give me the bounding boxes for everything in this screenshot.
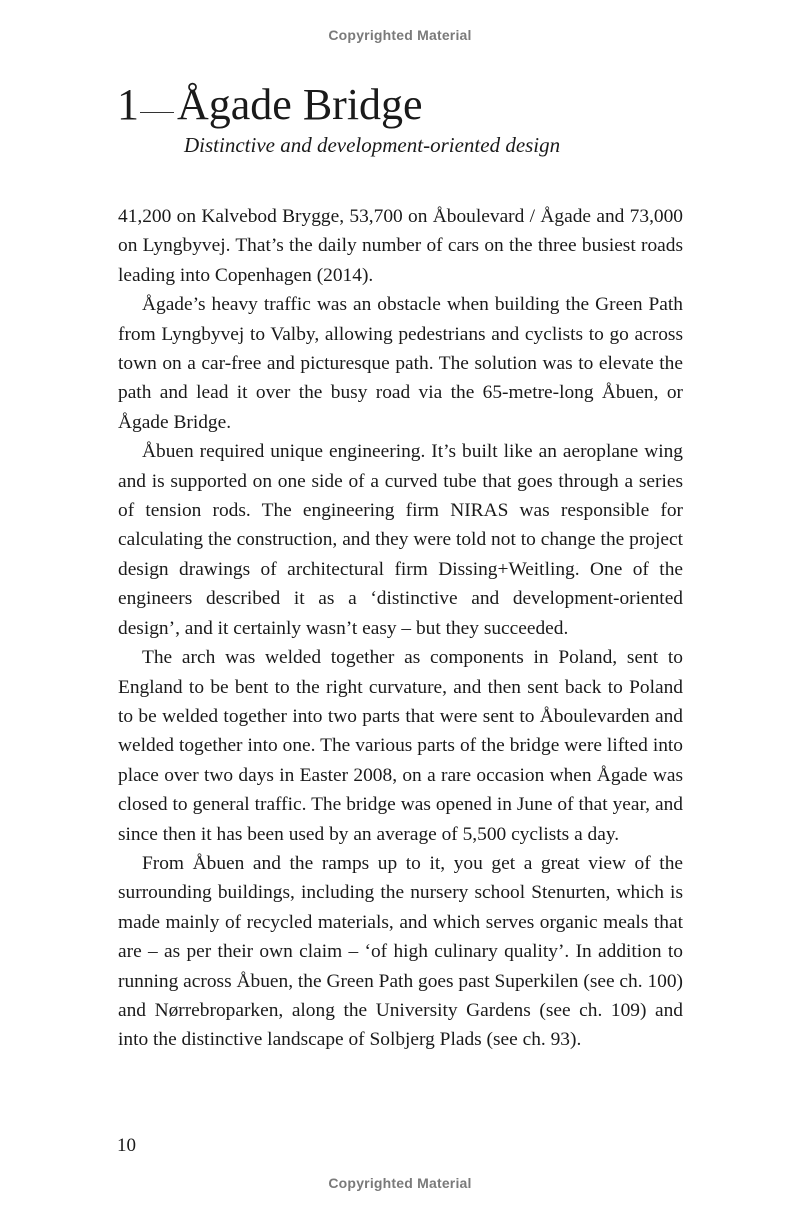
paragraph: 41,200 on Kalvebod Brygge, 53,700 on Åboulevard / Ågade and 73,000 on Lyngbyvej. That’s the daily number of cars on the three busiest roads leading into Copenhagen (2014). xyxy=(118,206,683,286)
chapter-number: 1 xyxy=(117,80,139,129)
paragraph: From Åbuen and the ramps up to it, you get a great view of the surrounding buildings, including the nursery school Stenurten, which is made mainly of recycled materials, and which serves organic meals that are – as per their own claim – ‘of high culinary quality’. In addition to running across Åbuen, the Green Path goes past Superkilen (see ch. 100) and Nørrebroparken, along the University Gardens (see ch. 109) and into the distinctive landscape of Solbjerg Plads (see ch. 93). xyxy=(118,852,683,1051)
chapter-heading xyxy=(117,80,423,130)
body-text xyxy=(118,202,683,1055)
paragraph: The arch was welded together as components in Poland, sent to England to be bent to the right curvature, and then sent back to Poland to be welded together into two parts that were sent to Åboulevarden and welded together into one. The various parts of the bridge were lifted into place over two days in Easter 2008, on a rare occasion when Ågade was closed to general traffic. The bridge was opened in June of that year, and since then it has been used by an average of 5,500 cyclists a day. xyxy=(118,647,683,845)
paragraph: Ågade’s heavy traffic was an obstacle when building the Green Path from Lyngbyvej to Valby, allowing pedestrians and cyclists to go across town on a car-free and picturesque path. The solution was to elevate the path and lead it over the busy road via the 65-metre-long Åbuen, or Ågade Bridge. xyxy=(118,294,683,433)
copyright-watermark-bottom: Copyrighted Material xyxy=(328,1175,472,1191)
chapter-subtitle: Distinctive and development-oriented design xyxy=(184,133,561,157)
page-number: 10 xyxy=(117,1135,136,1156)
paragraph: Åbuen required unique engineering. It’s built like an aeroplane wing and is supported on one side of a curved tube that goes through a series of tension rods. The engineering firm NIRAS was responsible for calculating the construction, and they were told not to change the project design drawings of architectural firm Dissing+Weitling. One of the engineers described it as a ‘distinctive and development-oriented design’, and it certainly wasn’t easy – but they succeeded. xyxy=(118,441,683,639)
chapter-separator xyxy=(140,112,174,113)
chapter-title: Ågade Bridge xyxy=(177,80,423,129)
copyright-watermark-top: Copyrighted Material xyxy=(328,27,472,43)
